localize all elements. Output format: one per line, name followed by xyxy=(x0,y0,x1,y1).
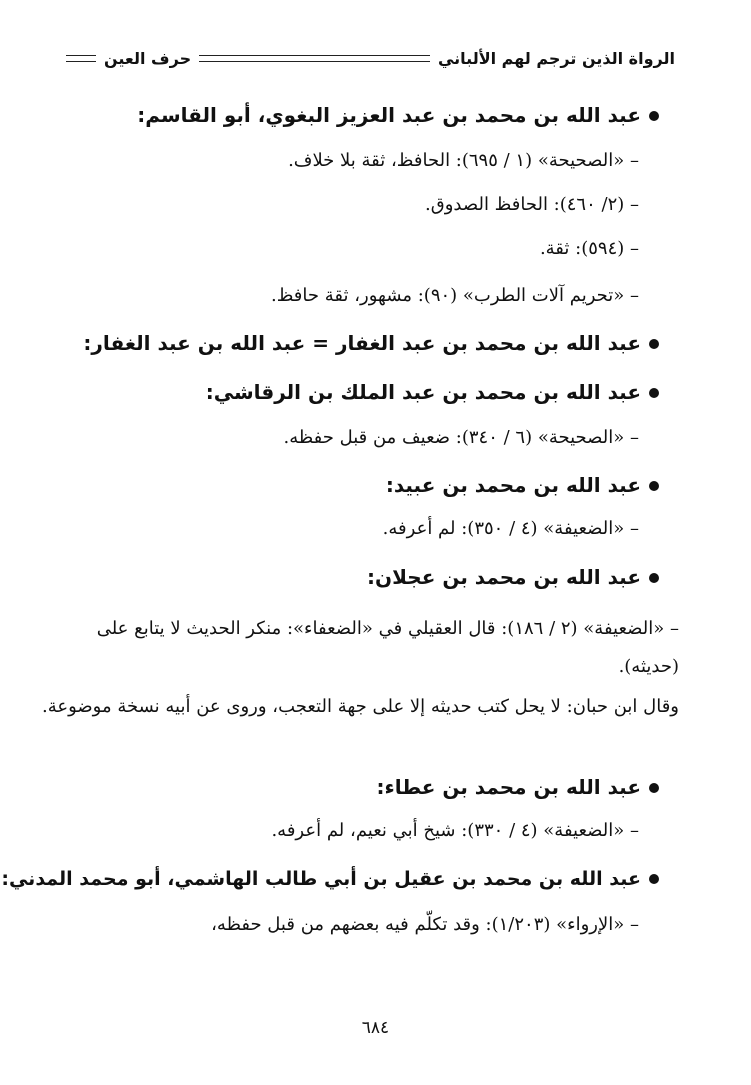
entry-name: عبد الله بن محمد بن عبيد: xyxy=(385,473,641,497)
entry-name: عبد الله بن محمد بن عبد العزيز البغوي، أبو القاسم: xyxy=(137,103,641,127)
entry-name: عبد الله بن محمد بن عبد الغفار = عبد الله بن عبد الغفار: xyxy=(83,331,641,355)
entry-heading xyxy=(60,565,659,589)
entry-reference: – (٢/ ٤٦٠): الحافظ الصدوق. xyxy=(425,194,639,215)
entry-reference: – «الصحيحة» (١ / ٦٩٥): الحافظ، ثقة بلا خلاف. xyxy=(288,150,639,171)
entry-reference: – «تحريم آلات الطرب» (٩٠): مشهور، ثقة حافظ. xyxy=(270,285,639,306)
entry-heading xyxy=(60,380,659,404)
page-number: ٦٨٤ xyxy=(361,1018,390,1038)
entry-heading xyxy=(60,473,659,497)
bullet-icon xyxy=(649,783,659,793)
bullet-icon xyxy=(649,339,659,349)
bullet-icon xyxy=(649,874,659,884)
section-title: حرف العين xyxy=(104,48,192,68)
entry-name: عبد الله بن محمد بن عقيل بن أبي طالب الهاشمي، أبو محمد المدني: xyxy=(1,868,641,890)
bullet-icon xyxy=(649,573,659,583)
entry-paragraph: – «الضعيفة» (٢ / ١٨٦): قال العقيلي في «الضعفاء»: منكر الحديث لا يتابع على (حديثه). xyxy=(96,618,679,677)
bullet-icon xyxy=(649,481,659,491)
book-title: الرواة الذين ترجم لهم الألباني xyxy=(437,48,675,68)
entry-heading xyxy=(60,103,659,127)
entry-reference: – (٥٩٤): ثقة. xyxy=(539,238,639,259)
entry-heading xyxy=(60,775,659,799)
bullet-icon xyxy=(649,388,659,398)
header-rule xyxy=(199,55,430,62)
header-rule-end xyxy=(66,55,96,62)
running-header xyxy=(58,44,675,72)
entry-reference: – «الضعيفة» (٤ / ٣٥٠): لم أعرفه. xyxy=(382,518,639,539)
entry-reference: – «الصحيحة» (٦ / ٣٤٠): ضعيف من قبل حفظه. xyxy=(283,427,639,448)
bullet-icon xyxy=(649,111,659,121)
entry-reference: – «الضعيفة» (٤ / ٣٣٠): شيخ أبي نعيم، لم أعرفه. xyxy=(271,820,639,841)
entry-paragraph: وقال ابن حبان: لا يحل كتب حديثه إلا على جهة التعجب، وروى عن أبيه نسخة موضوعة. xyxy=(41,696,679,717)
entry-heading xyxy=(1,868,659,890)
entry-name: عبد الله بن محمد بن عجلان: xyxy=(367,565,641,589)
entry-reference: – «الإرواء» (١/٢٠٣): وقد تكلّم فيه بعضهم من قبل حفظه، xyxy=(211,914,639,935)
entry-name: عبد الله بن محمد بن عطاء: xyxy=(376,775,641,799)
entry-name: عبد الله بن محمد بن عبد الملك بن الرقاشي: xyxy=(205,380,641,404)
entry-heading xyxy=(60,331,659,355)
